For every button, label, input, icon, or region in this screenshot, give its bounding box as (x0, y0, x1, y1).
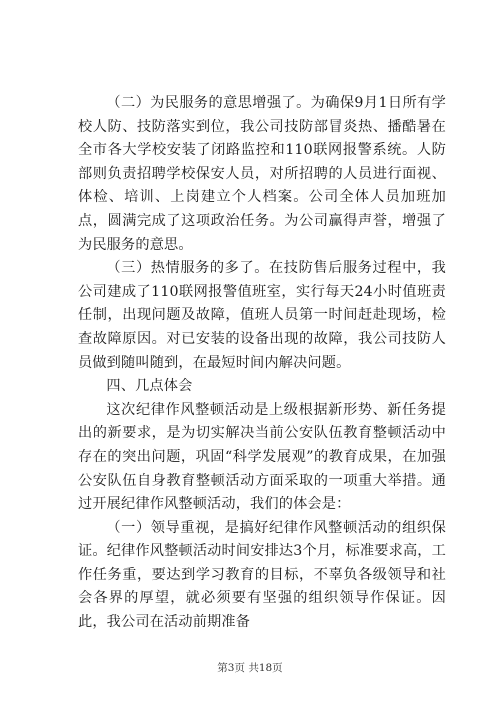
page-number-footer: 第3页 共18页 (217, 662, 283, 674)
section-heading-experiences: 四、几点体会 (106, 378, 193, 395)
paragraph-enthusiastic-service: （三）热情服务的多了。在技防售后服务过程中，我公司建成了110联网报警值班室，实行每天24小时值班责任制，出现问题及故障，值班人员第一时间赶赴现场，检查故障原因。对已安装的设备出现的故障，我公司技防人员做到随叫随到，在最短时间内解决问题。 (78, 260, 446, 371)
document-body (78, 92, 446, 635)
paragraph-rectification-activity: 这次纪律作风整顿活动是上级根据新形势、新任务提出的新要求，是为切实解决当前公安队伍教育整顿活动中存在的突出问题，巩固“科学发展观”的教育成果，在加强公安队伍自身教育整顿活动方面采取的一项重大举措。通过开展纪律作风整顿活动，我们的体会是： (78, 401, 446, 513)
paragraph-service-awareness: （二）为民服务的意思增强了。为确保9月1日所有学校人防、技防落实到位，我公司技防部冒炎热、播酷暑在全市各大学校安装了闭路监控和110联网报警系统。人防部则负责招聘学校保安人员，对所招聘的人员进行面视、体检、培训、上岗建立个人档案。公司全体人员加班加点，圆满完成了这项政治任务。为公司赢得声誉，增强了为民服务的意思。 (78, 95, 446, 253)
paragraph-leadership-emphasis: （一）领导重视，是搞好纪律作风整顿活动的组织保证。纪律作风整顿活动时间安排达3个月，标准要求高，工作任务重，要达到学习教育的目标，不辜负各级领导和社会各界的厚望，就必须要有坚强的组织领导作保证。因此，我公司在活动前期准备 (78, 519, 446, 631)
